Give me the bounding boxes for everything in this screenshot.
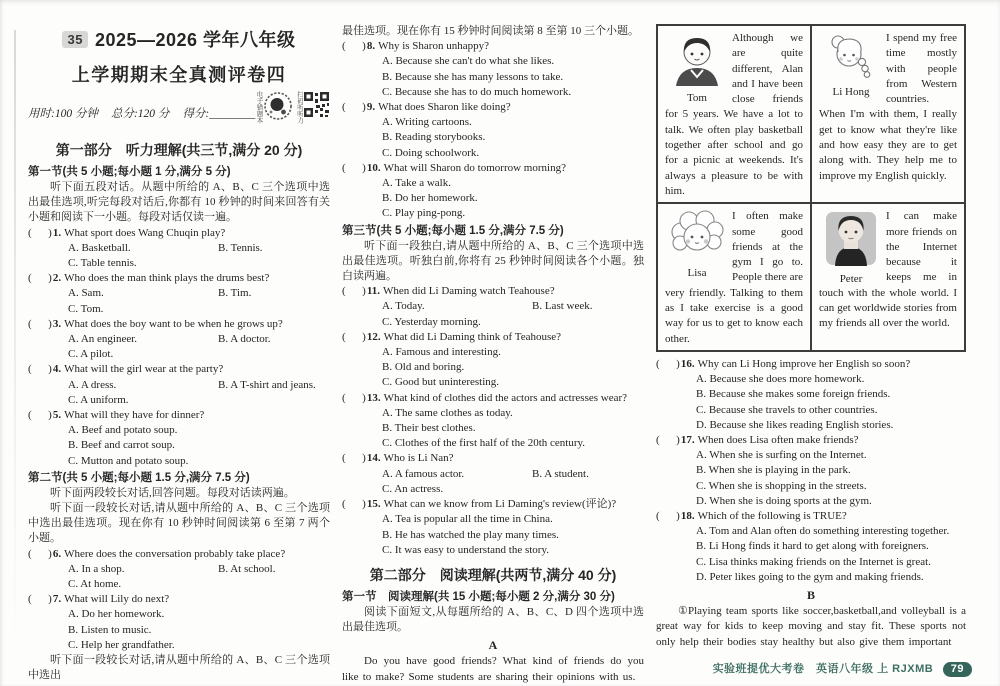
profile-name: Li Hong — [832, 86, 870, 99]
profile-name: Lisa — [687, 266, 707, 279]
option-choice: B. Do her homework. — [382, 192, 478, 205]
option-choice: B. Listen to music. — [68, 623, 152, 636]
option-choice: C. Good but uninteresting. — [382, 376, 500, 389]
option-choice: C. Tom. — [68, 302, 104, 315]
question-number: 17. — [680, 433, 695, 446]
option-choice: B. Reading storybooks. — [382, 131, 486, 144]
option-row — [342, 315, 644, 330]
option-row — [656, 524, 966, 539]
header-icons — [255, 91, 330, 126]
part-header: 第二部分 阅读理解(共两节,满分 40 分) — [369, 566, 617, 583]
exam-title-line2: 上学期期末全真测评卷四 — [71, 65, 287, 85]
question-2 — [28, 271, 330, 317]
question-7 — [28, 592, 330, 653]
option-row — [656, 570, 966, 585]
error-book-stamp-icon — [263, 91, 293, 126]
answer-blank: ( ) — [28, 547, 52, 560]
option-row — [342, 360, 644, 375]
option-choice: C. Clothes of the first half of the 20th century. — [382, 437, 586, 450]
option-row — [28, 607, 330, 622]
option-choice: C. Yesterday morning. — [382, 315, 481, 328]
answer-blank: ( ) — [28, 226, 52, 239]
option-choice: A. Basketball. — [68, 241, 131, 254]
option-choice: B. Because she makes some foreign friends. — [696, 388, 891, 401]
qr-code-icon — [303, 91, 330, 121]
answer-blank: ( ) — [342, 161, 366, 174]
option-choice: C. When she is shopping in the streets. — [696, 479, 867, 492]
question-3 — [28, 317, 330, 363]
option-choice: C. Because she travels to other countries. — [696, 403, 878, 416]
option-row — [342, 375, 644, 390]
option-row — [342, 421, 644, 436]
option-row — [342, 70, 644, 85]
boy-avatar — [671, 77, 723, 89]
option-row — [656, 372, 966, 387]
answer-blank: ( ) — [342, 452, 366, 465]
profile-cell-li-hong — [811, 25, 965, 203]
page-footer — [713, 660, 972, 677]
girl-braid-avatar — [824, 71, 878, 83]
answer-blank: ( ) — [28, 363, 52, 376]
option-row — [656, 555, 966, 570]
option-choice: C. Help her grandfather. — [68, 638, 175, 651]
option-choice: C. A pilot. — [68, 348, 114, 361]
question-line — [342, 284, 644, 299]
profile-cell-lisa — [657, 203, 811, 351]
option-row — [342, 85, 644, 100]
question-line — [28, 226, 330, 241]
option-row — [28, 623, 330, 638]
exam-title — [28, 26, 330, 87]
answer-blank: ( ) — [656, 509, 680, 522]
part-header: 第一部分 听力理解(共三节,满分 20 分) — [55, 142, 303, 158]
profile-text: Although we are quite different, Alan and I have been close friends for 5 years. We have a lot to talk. We often play basketball together after school and go for a picnic at weekends. It's always a pleasure to be with him. — [665, 32, 803, 197]
passage-text: Do you have good friends? What kind of friends do you like to make? Some students are sharing their opinions with us. — [342, 655, 644, 683]
question-text: When does Lisa often make friends? — [697, 433, 859, 446]
instruction-text: 听下面一段较长对话,请从题中所给的 A、B、C 三个选项中选出最佳选项。现在你有 10 秒钟时间阅读第 6 至第 7 两个小题。 — [28, 502, 330, 545]
option-row — [342, 54, 644, 69]
question-line — [342, 330, 644, 345]
option-choice: A. Tom and Alan often do something interesting together. — [696, 525, 950, 538]
question-text: What does the boy want to be when he grows up? — [64, 317, 283, 330]
question-line — [28, 271, 330, 286]
question-line — [342, 161, 644, 176]
option-row — [656, 387, 966, 402]
answer-blank: ( ) — [342, 285, 366, 298]
option-row — [28, 423, 330, 438]
option-row — [342, 206, 644, 221]
question-number: 11. — [366, 285, 380, 298]
answer-blank: ( ) — [342, 330, 366, 343]
section-header: 第一节(共 5 小题;每小题 1 分,满分 5 分) — [28, 166, 231, 178]
profile-name: Peter — [839, 272, 863, 285]
avatar-block — [819, 32, 883, 99]
question-text: When did Li Daming watch Teahouse? — [382, 285, 555, 298]
meta-item: 总分:120 分 — [110, 108, 170, 120]
listening-qr-group — [296, 91, 331, 126]
option-row — [656, 479, 966, 494]
option-choice: D. Peter likes going to the gym and making friends. — [696, 570, 924, 583]
option-row — [28, 302, 330, 317]
question-10 — [342, 161, 644, 222]
option-choice: C. It was easy to understand the story. — [382, 543, 550, 556]
answer-blank: ( ) — [28, 317, 52, 330]
option-choice: A. An engineer. — [68, 333, 138, 346]
option-choice: C. Table tennis. — [68, 257, 137, 270]
question-8 — [342, 39, 644, 100]
profile-cell-tom — [657, 25, 811, 203]
instruction-text: 听下面一段较长对话,请从题中所给的 A、B、C 三个选项中选出 — [28, 654, 330, 682]
option-row — [28, 347, 330, 362]
option-choice: A. A famous actor. — [382, 467, 465, 480]
option-choice: B. A T-shirt and jeans. — [218, 378, 316, 391]
option-choice: A. The same clothes as today. — [382, 406, 513, 419]
profile-name: Tom — [686, 92, 707, 105]
question-17 — [656, 433, 966, 509]
option-row — [342, 130, 644, 145]
answer-blank: ( ) — [28, 593, 52, 606]
option-row — [342, 299, 644, 314]
question-line — [28, 592, 330, 607]
question-text: Who does the man think plays the drums best? — [64, 272, 270, 285]
option-row — [342, 146, 644, 161]
exam-title-line1 — [28, 26, 330, 52]
option-row — [28, 562, 330, 577]
question-text: Who is Li Nan? — [383, 452, 454, 465]
question-number: 14. — [366, 452, 381, 465]
section-header: 第二节(共 5 小题;每小题 1.5 分,满分 7.5 分) — [28, 471, 250, 484]
question-text: What can we know from Li Daming's review(评论)? — [383, 498, 617, 511]
question-number: 18. — [680, 509, 695, 522]
option-choice: C. Lisa thinks making friends on the Internet is great. — [696, 555, 931, 568]
option-row — [656, 418, 966, 433]
option-row — [342, 528, 644, 543]
option-choice: A. Take a walk. — [382, 177, 451, 190]
question-number: 6. — [52, 547, 62, 560]
instruction-text: 听下面五段对话。从题中所给的 A、B、C 三个选项中选出最佳选项,听完每段对话后,你都有 10 秒钟的时间来回答有关小题和阅读下一小题。每段对话仅读一遍。 — [28, 181, 330, 224]
question-6 — [28, 547, 330, 593]
option-choice: A. Famous and interesting. — [382, 346, 501, 359]
option-row — [656, 539, 966, 554]
option-row — [656, 403, 966, 418]
exam-meta-row — [28, 93, 330, 133]
option-row — [28, 241, 330, 256]
option-choice: C. At home. — [68, 578, 122, 591]
option-choice: B. At school. — [218, 562, 276, 575]
option-choice: A. Sam. — [68, 287, 104, 300]
option-choice: D. Because she likes reading English stories. — [696, 418, 894, 431]
passage-text: ①Playing team sports like soccer,basketball,and volleyball is a great way for kids to keep moving and stay fit. These sports not only help their bodies stay healthy but also give them important — [656, 604, 966, 648]
question-line — [342, 39, 644, 54]
option-choice: A. Today. — [382, 300, 425, 313]
option-row — [28, 378, 330, 393]
question-number: 8. — [366, 40, 376, 53]
meta-item: 用时:100 分钟 — [28, 108, 98, 120]
question-text: What will Lily do next? — [64, 593, 170, 606]
question-14 — [342, 451, 644, 497]
answer-blank: ( ) — [656, 433, 680, 446]
instruction-text: 听下面一段独白,请从题中所给的 A、B、C 三个选项中选出最佳选项。听独白前,你将有 25 秒钟时间阅读各个小题。独白读两遍。 — [342, 239, 644, 283]
option-row — [342, 543, 644, 558]
answer-blank: ( ) — [342, 101, 366, 114]
option-choice: C. Because she has to do much homework. — [382, 85, 572, 98]
question-text: Where does the conversation probably take place? — [64, 547, 286, 560]
option-row — [28, 286, 330, 301]
option-choice: B. A student. — [532, 467, 589, 480]
question-number: 3. — [52, 317, 62, 330]
option-row — [28, 332, 330, 347]
option-choice: C. Doing schoolwork. — [382, 146, 480, 159]
question-line — [656, 433, 966, 448]
question-number: 15. — [366, 498, 381, 511]
question-number: 4. — [52, 363, 62, 376]
scan-listening-label: 扫码听听力 — [296, 91, 303, 124]
answer-blank: ( ) — [342, 40, 366, 53]
question-line — [656, 509, 966, 524]
question-text: Why can Li Hong improve her English so soon? — [697, 357, 911, 370]
question-text: What did Li Daming think of Teahouse? — [383, 330, 562, 343]
question-line — [28, 408, 330, 423]
option-row — [28, 438, 330, 453]
question-number: 7. — [52, 593, 62, 606]
question-text: Which of the following is TRUE? — [697, 509, 847, 522]
error-book-label: 电子错题本 — [255, 91, 263, 124]
answer-blank: ( ) — [656, 357, 680, 370]
question-text: What will they have for dinner? — [64, 409, 205, 422]
answer-blank: ( ) — [28, 409, 52, 422]
option-choice: B. Their best clothes. — [382, 422, 476, 435]
option-choice: A. When she is surfing on the Internet. — [696, 449, 867, 462]
question-number: 13. — [366, 391, 381, 404]
column-middle — [342, 24, 644, 685]
option-choice: A. A dress. — [68, 378, 117, 391]
avatar-block — [819, 210, 883, 285]
option-row — [28, 638, 330, 653]
option-row — [342, 345, 644, 360]
option-row — [342, 406, 644, 421]
option-row — [342, 436, 644, 451]
option-choice: B. Tennis. — [218, 241, 263, 254]
question-line — [28, 362, 330, 377]
error-book-group — [255, 91, 293, 126]
section-header: 第三节(共 5 小题;每小题 1.5 分,满分 7.5 分) — [342, 224, 564, 237]
passage-label: B — [806, 587, 815, 602]
scan-edge-shadow — [14, 30, 16, 646]
option-row — [342, 176, 644, 191]
question-number: 10. — [366, 161, 381, 174]
answer-blank: ( ) — [342, 391, 366, 404]
passage-label: A — [488, 638, 498, 653]
profile-text: I can make more friends on the Internet because it keeps me in touch with the whole world. I can get worldwide stories from my friends all over the world. — [819, 210, 957, 330]
option-choice: D. When she is doing sports at the gym. — [696, 494, 872, 507]
question-line — [28, 317, 330, 332]
question-4 — [28, 362, 330, 408]
question-line — [656, 357, 966, 372]
option-row — [28, 454, 330, 469]
question-number: 9. — [366, 101, 376, 114]
footer-series-text: 实验班提优大考卷 英语八年级 上 RJXMB — [712, 663, 934, 675]
option-row — [342, 482, 644, 497]
avatar-block — [665, 210, 729, 279]
option-choice: C. Mutton and potato soup. — [68, 454, 189, 467]
question-1 — [28, 226, 330, 272]
page-number-badge: 79 — [943, 662, 972, 677]
exam-title-text: 2025—2026 学年八年级 — [94, 30, 296, 50]
option-choice: A. Because she does more homework. — [696, 373, 865, 386]
option-row — [342, 467, 644, 482]
option-choice: B. Tim. — [218, 287, 252, 300]
question-text: What kind of clothes did the actors and actresses wear? — [383, 391, 628, 404]
exam-number-badge: 35 — [62, 31, 87, 48]
option-choice: A. Because she can't do what she likes. — [382, 55, 555, 68]
option-row — [656, 463, 966, 478]
question-text: What does Sharon like doing? — [378, 101, 511, 114]
question-18 — [656, 509, 966, 585]
question-text: Why is Sharon unhappy? — [378, 40, 489, 53]
instruction-continued: 最佳选项。现在你有 15 秒钟时间阅读第 8 至第 10 三个小题。 — [342, 25, 639, 37]
option-row — [342, 115, 644, 130]
student-profiles-box — [656, 24, 966, 352]
option-choice: B. He has watched the play many times. — [382, 528, 559, 541]
question-13 — [342, 391, 644, 452]
option-row — [28, 256, 330, 271]
option-choice: C. Play ping-pong. — [382, 207, 466, 220]
option-choice: B. Because she has many lessons to take. — [382, 70, 564, 83]
option-choice: B. A doctor. — [218, 333, 271, 346]
option-choice: A. Writing cartoons. — [382, 116, 472, 129]
option-choice: B. Beef and carrot soup. — [68, 439, 175, 452]
answer-blank: ( ) — [28, 272, 52, 285]
question-line — [342, 391, 644, 406]
meta-item: 得分:________ — [182, 108, 256, 120]
question-15 — [342, 497, 644, 558]
option-row — [28, 577, 330, 592]
option-choice: A. Beef and potato soup. — [68, 424, 178, 437]
column-left — [28, 24, 330, 685]
option-choice: A. Do her homework. — [68, 608, 165, 621]
profile-text: I often make some good friends at the gym I go to. People there are very friendly. Talking to them as I take exercise is a good way for us to get to know each other. — [665, 210, 803, 345]
boy-dark-avatar — [823, 257, 879, 269]
option-choice: C. A uniform. — [68, 393, 129, 406]
profile-cell-peter — [811, 203, 965, 351]
question-text: What will the girl wear at the party? — [64, 363, 224, 376]
instruction-text: 听下面两段较长对话,回答问题。每段对话读两遍。 — [50, 486, 295, 499]
option-choice: B. Old and boring. — [382, 361, 465, 374]
avatar-block — [665, 32, 729, 105]
option-choice: A. In a shop. — [68, 562, 125, 575]
instruction-text: 阅读下面短文,从每题所给的 A、B、C、D 四个选项中选出最佳选项。 — [342, 605, 644, 634]
question-text: What sport does Wang Chuqin play? — [64, 226, 226, 239]
answer-blank: ( ) — [342, 498, 366, 511]
option-choice: B. Li Hong finds it hard to get along with foreigners. — [696, 540, 929, 553]
question-number: 16. — [680, 357, 695, 370]
question-number: 2. — [52, 272, 62, 285]
option-row — [342, 191, 644, 206]
option-choice: B. When she is playing in the park. — [696, 464, 851, 477]
question-16 — [656, 357, 966, 433]
column-right — [656, 24, 966, 685]
question-number: 1. — [52, 226, 62, 239]
question-line — [342, 451, 644, 466]
profile-text: I spend my free time mostly with people from Western countries. When I'm with them, I really get to know what they're like and how easy they are to get along with. They help me to improve my English quickly. — [819, 32, 957, 182]
option-choice: A. Tea is popular all the time in China. — [382, 513, 553, 526]
question-text: What will Sharon do tomorrow morning? — [383, 161, 566, 174]
question-line — [28, 547, 330, 562]
question-5 — [28, 408, 330, 469]
question-line — [342, 497, 644, 512]
option-choice: B. Last week. — [532, 300, 593, 313]
option-row — [656, 448, 966, 463]
option-row — [656, 494, 966, 509]
question-9 — [342, 100, 644, 161]
question-number: 5. — [52, 409, 62, 422]
section-header: 第一节 阅读理解(共 15 小题;每小题 2 分,满分 30 分) — [342, 590, 615, 603]
option-choice: C. An actress. — [382, 482, 444, 495]
question-11 — [342, 284, 644, 330]
question-12 — [342, 330, 644, 391]
option-row — [342, 512, 644, 527]
question-number: 12. — [366, 330, 381, 343]
girl-curly-avatar — [668, 251, 726, 263]
option-row — [28, 393, 330, 408]
question-line — [342, 100, 644, 115]
